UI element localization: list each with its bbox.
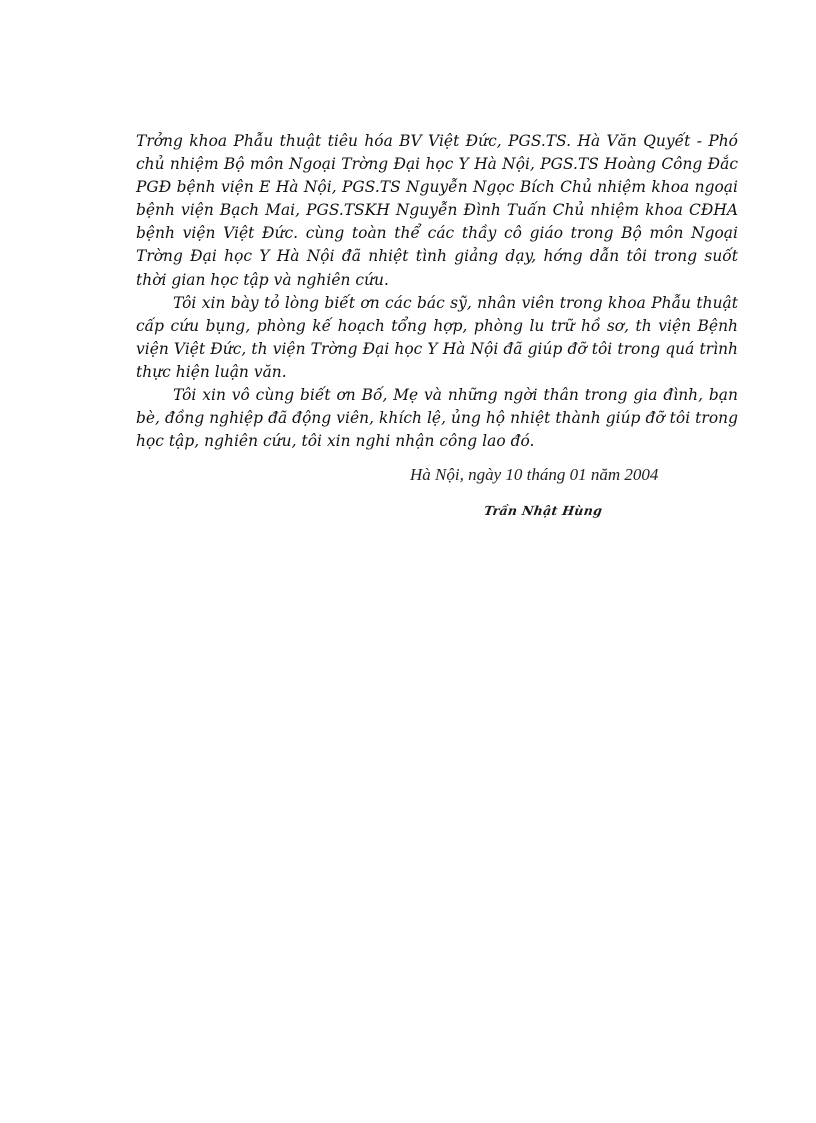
place-and-date: Hà Nội, ngày 10 tháng 01 năm 2004 bbox=[410, 465, 659, 484]
author-signature: Trần Nhật Hùng bbox=[483, 503, 604, 518]
paragraph-thanks-family: Tôi xin vô cùng biết ơn Bố, Mẹ và những ngời thân trong gia đình, bạn bè, đồng nghiệp đã động viên, khích lệ, ủng hộ nhiệt thành giúp đỡ tôi trong học tập, nghiên cứu, tôi xin nghi nhận công lao đó. bbox=[136, 386, 738, 451]
paragraph-thanks-staff: Tôi xin bày tỏ lòng biết ơn các bác sỹ, nhân viên trong khoa Phẫu thuật cấp cứu bụng, phòng kế hoạch tổng hợp, phòng lu trữ hồ sơ, th viện Bệnh viện Việt Đức, th viện Trờng Đại học Y Hà Nội đã giúp đỡ tôi trong quá trình thực hiện luận văn. bbox=[136, 293, 738, 381]
acknowledgement-body bbox=[136, 130, 738, 453]
paragraph-thanks-professors: Trởng khoa Phẫu thuật tiêu hóa BV Việt Đức, PGS.TS. Hà Văn Quyết - Phó chủ nhiệm Bộ môn Ngoại Trờng Đại học Y Hà Nội, PGS.TS Hoàng Công Đắc PGĐ bệnh viện E Hà Nội, PGS.TS Nguyễn Ngọc Bích Chủ nhiệm khoa ngoại bệnh viện Bạch Mai, PGS.TSKH Nguyễn Đình Tuấn Chủ nhiệm khoa CĐHA bệnh viện Việt Đức. cùng toàn thể các thầy cô giáo trong Bộ môn Ngoại Trờng Đại học Y Hà Nội đã nhiệt tình giảng dạy, hớng dẫn tôi trong suốt thời gian học tập và nghiên cứu. bbox=[136, 132, 738, 289]
